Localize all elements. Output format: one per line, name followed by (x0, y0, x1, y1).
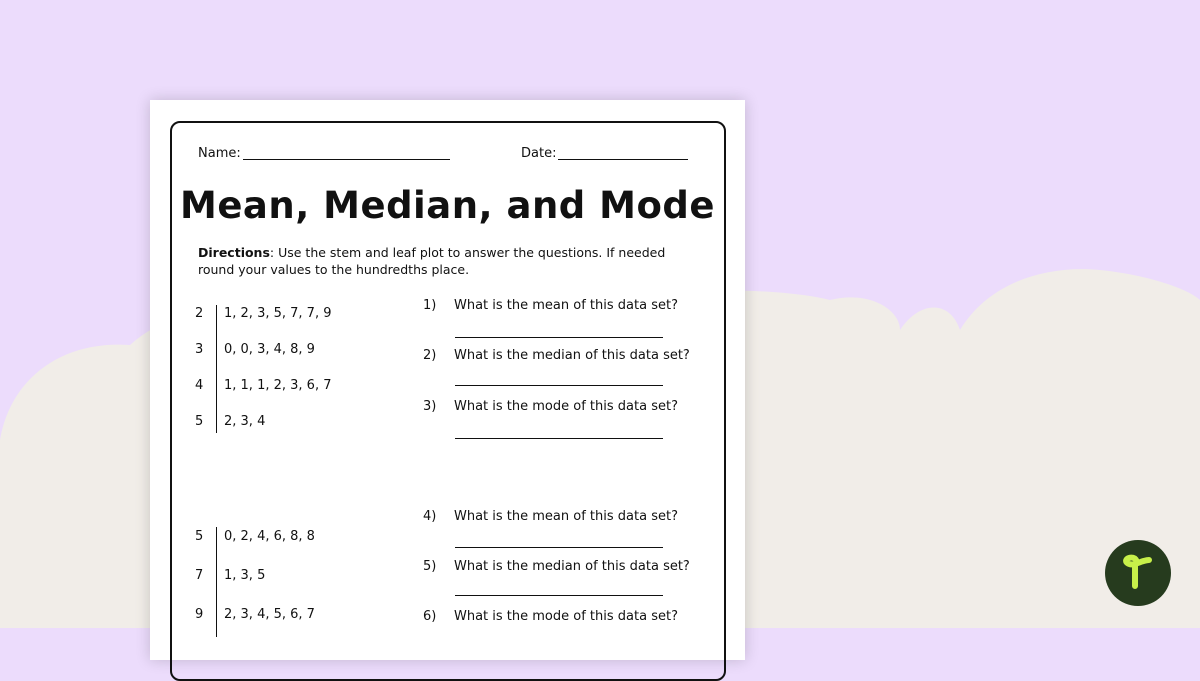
stem: 5 (195, 529, 204, 544)
answer-line-2[interactable] (455, 385, 663, 386)
directions-label: Directions (198, 245, 270, 260)
question-number: 4) (423, 509, 437, 524)
question-text: What is the mode of this data set? (454, 399, 678, 414)
stem: 4 (195, 378, 204, 393)
answer-line-5[interactable] (455, 595, 663, 596)
name-field[interactable] (243, 159, 450, 160)
stem: 2 (195, 306, 204, 321)
answer-line-4[interactable] (455, 547, 663, 548)
question-number: 6) (423, 609, 437, 624)
leaves: 2, 3, 4 (224, 414, 266, 429)
question-text: What is the median of this data set? (454, 348, 690, 363)
question-number: 2) (423, 348, 437, 363)
leaves: 1, 1, 1, 2, 3, 6, 7 (224, 378, 332, 393)
date-label: Date: (521, 146, 557, 161)
directions (198, 244, 698, 278)
leaves: 1, 3, 5 (224, 568, 266, 583)
question-text: What is the mean of this data set? (454, 298, 678, 313)
date-field[interactable] (558, 159, 688, 160)
answer-line-1[interactable] (455, 337, 663, 338)
leaves: 2, 3, 4, 5, 6, 7 (224, 607, 315, 622)
worksheet-page (150, 100, 745, 660)
leaves: 0, 0, 3, 4, 8, 9 (224, 342, 315, 357)
question-number: 3) (423, 399, 437, 414)
question-number: 5) (423, 559, 437, 574)
leaves: 1, 2, 3, 5, 7, 7, 9 (224, 306, 332, 321)
leaves: 0, 2, 4, 6, 8, 8 (224, 529, 315, 544)
page-title: Mean, Median, and Mode (180, 184, 715, 227)
question-text: What is the mode of this data set? (454, 609, 678, 624)
teach-starter-logo-icon (1105, 540, 1171, 606)
stem: 3 (195, 342, 204, 357)
stem: 9 (195, 607, 204, 622)
stem-leaf-divider-2 (216, 527, 217, 637)
question-text: What is the mean of this data set? (454, 509, 678, 524)
question-number: 1) (423, 298, 437, 313)
stem: 5 (195, 414, 204, 429)
question-text: What is the median of this data set? (454, 559, 690, 574)
stem-leaf-divider-1 (216, 305, 217, 433)
name-label: Name: (198, 146, 241, 161)
directions-text: : Use the stem and leaf plot to answer the questions. If needed round your values to the hundredths place. (198, 245, 666, 277)
stem: 7 (195, 568, 204, 583)
answer-line-3[interactable] (455, 438, 663, 439)
